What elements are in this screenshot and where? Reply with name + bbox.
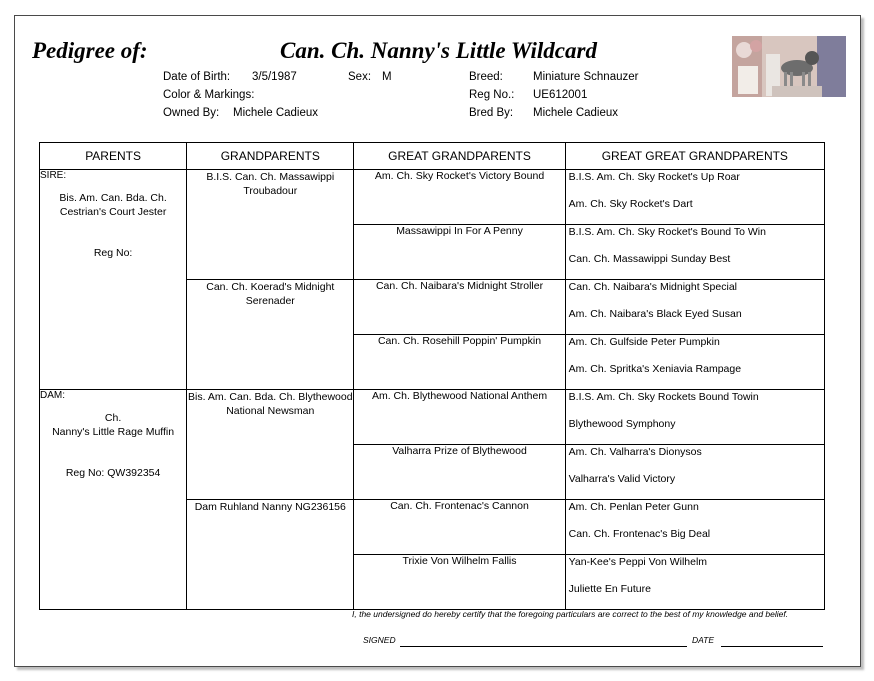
great-great-grandparent-pair-7: [565, 500, 824, 555]
great-great-grandparent-pair-2: [565, 225, 824, 280]
ggg-1b: Am. Ch. Sky Rocket's Dart: [568, 198, 693, 210]
header-grandparents: GRANDPARENTS: [187, 143, 354, 170]
ggg-2a: B.I.S. Am. Ch. Sky Rocket's Bound To Win: [568, 226, 766, 238]
grandparent-3: Bis. Am. Can. Bda. Ch. Blythewood National Newsman: [187, 390, 354, 500]
ggg-2b: Can. Ch. Massawippi Sunday Best: [568, 253, 731, 265]
pedigree-table: [39, 142, 825, 610]
dog-photo: [732, 36, 846, 97]
grandparent-4: Dam Ruhland Nanny NG236156: [187, 500, 354, 610]
great-great-grandparent-pair-1: [565, 170, 824, 225]
great-grandparent-6: Valharra Prize of Blythewood: [354, 445, 565, 500]
date-line[interactable]: [721, 646, 823, 647]
sire-name-line1: Bis. Am. Can. Bda. Ch.: [59, 192, 167, 204]
ggg-6b: Valharra's Valid Victory: [568, 473, 676, 485]
ggg-7a: Am. Ch. Penlan Peter Gunn: [568, 501, 699, 513]
reg-value: UE612001: [533, 89, 588, 101]
great-grandparent-8: Trixie Von Wilhelm Fallis: [354, 555, 565, 610]
great-grandparent-5: Am. Ch. Blythewood National Anthem: [354, 390, 565, 445]
ggg-1a: B.I.S. Am. Ch. Sky Rocket's Up Roar: [568, 171, 740, 183]
sex-value: M: [382, 71, 392, 83]
dob-value: 3/5/1987: [252, 71, 297, 83]
great-great-grandparent-pair-6: [565, 445, 824, 500]
dam-role: DAM:: [40, 390, 65, 401]
color-label: Color & Markings:: [163, 89, 255, 101]
signed-label: SIGNED: [363, 635, 396, 645]
sire-cell: [40, 170, 187, 390]
ggg-7b: Can. Ch. Frontenac's Big Deal: [568, 528, 711, 540]
owned-label: Owned By:: [163, 107, 220, 119]
dog-name-title: Can. Ch. Nanny's Little Wildcard: [280, 38, 597, 63]
grandparent-1: B.I.S. Can. Ch. Massawippi Troubadour: [187, 170, 354, 280]
certification-text: I, the undersigned do hereby certify that the foregoing particulars are correct to the best of my knowledge and belief.: [352, 609, 789, 619]
bred-value: Michele Cadieux: [533, 107, 619, 119]
dob-label: Date of Birth:: [163, 71, 231, 83]
great-great-grandparent-pair-4: [565, 335, 824, 390]
great-grandparent-1: Am. Ch. Sky Rocket's Victory Bound: [354, 170, 565, 225]
sex-label: Sex:: [348, 71, 372, 83]
sire-role: SIRE:: [40, 170, 67, 181]
dam-cell: [40, 390, 187, 610]
great-grandparent-3: Can. Ch. Naibara's Midnight Stroller: [354, 280, 565, 335]
great-grandparent-7: Can. Ch. Frontenac's Cannon: [354, 500, 565, 555]
ggg-8a: Yan-Kee's Peppi Von Wilhelm: [568, 556, 708, 568]
sire-reg: Reg No:: [93, 247, 133, 259]
grandparent-2: Can. Ch. Koerad's Midnight Serenader: [187, 280, 354, 390]
reg-label: Reg No.:: [469, 89, 515, 101]
ggg-3a: Can. Ch. Naibara's Midnight Special: [568, 281, 737, 293]
date-label: DATE: [692, 635, 715, 645]
dam-reg: Reg No: QW392354: [65, 467, 161, 479]
breed-label: Breed:: [469, 71, 503, 83]
dam-name-line2: Nanny's Little Rage Muffin: [52, 426, 175, 438]
ggg-6a: Am. Ch. Valharra's Dionysos: [568, 446, 702, 458]
header-great-great-grandparents: GREAT GREAT GRANDPARENTS: [565, 143, 824, 170]
header-parents: PARENTS: [40, 143, 187, 170]
table-header-row: [40, 143, 825, 170]
great-great-grandparent-pair-8: [565, 555, 824, 610]
ggg-3b: Am. Ch. Naibara's Black Eyed Susan: [568, 308, 742, 320]
signature-line[interactable]: [400, 646, 687, 647]
breed-value: Miniature Schnauzer: [533, 71, 639, 83]
ggg-8b: Juliette En Future: [568, 583, 651, 595]
great-grandparent-2: Massawippi In For A Penny: [354, 225, 565, 280]
great-grandparent-4: Can. Ch. Rosehill Poppin' Pumpkin: [354, 335, 565, 390]
pedigree-label: Pedigree of:: [32, 38, 148, 63]
ggg-4b: Am. Ch. Spritka's Xeniavia Rampage: [568, 363, 742, 375]
ggg-5a: B.I.S. Am. Ch. Sky Rockets Bound Towin: [568, 391, 759, 403]
header-great-grandparents: GREAT GRANDPARENTS: [354, 143, 565, 170]
ggg-4a: Am. Ch. Gulfside Peter Pumpkin: [568, 336, 720, 348]
bred-label: Bred By:: [469, 107, 514, 119]
great-great-grandparent-pair-3: [565, 280, 824, 335]
ggg-5b: Blythewood Symphony: [568, 418, 676, 430]
owned-value: Michele Cadieux: [233, 107, 319, 119]
sire-name-line2: Cestrian's Court Jester: [59, 206, 167, 218]
dam-name-line1: Ch.: [104, 412, 122, 424]
great-great-grandparent-pair-5: [565, 390, 824, 445]
